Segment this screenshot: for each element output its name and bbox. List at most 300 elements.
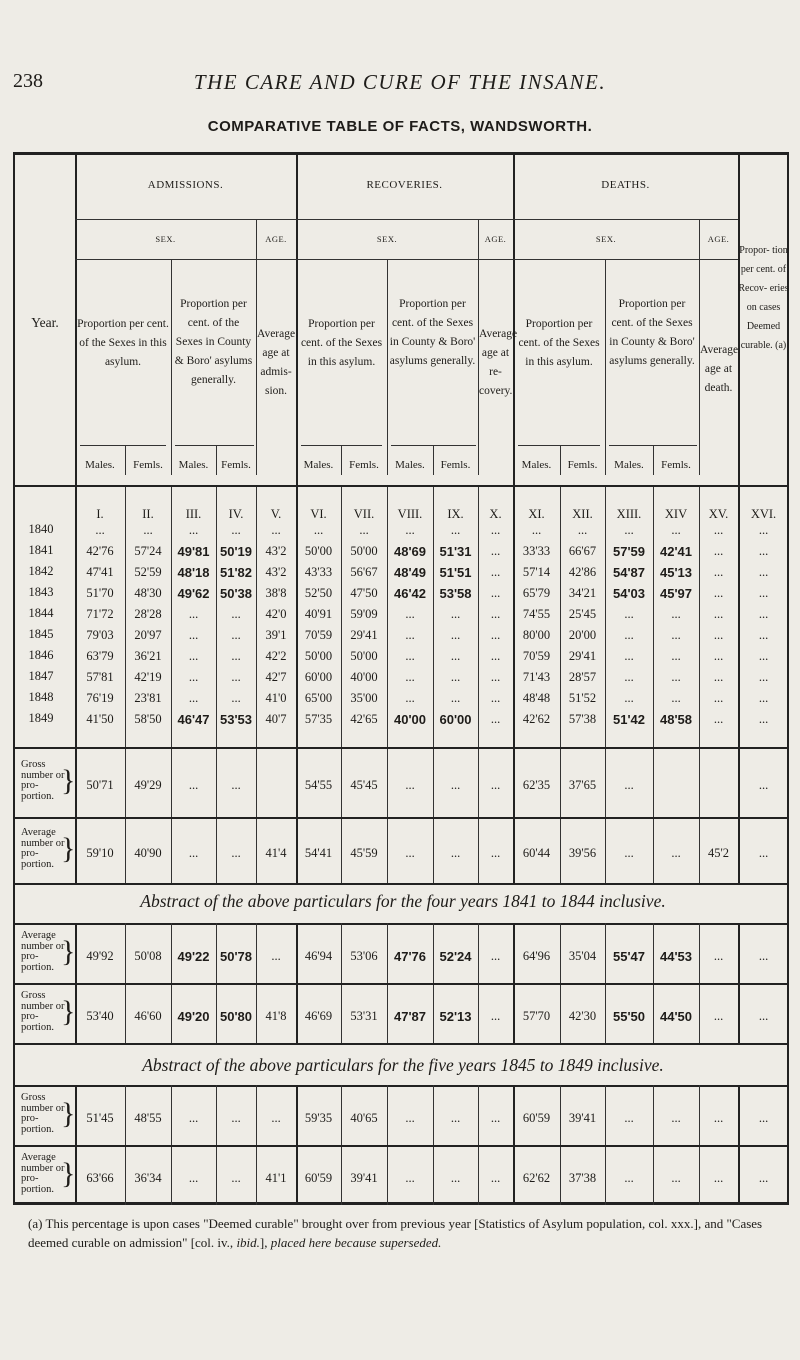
summary-average-cell: ... [624, 846, 634, 860]
year-row-cell: ... [405, 691, 415, 705]
year-row-cell: ... [671, 670, 681, 684]
year-row-cell: 65'00 [304, 691, 333, 705]
column-number-12: XII. [572, 507, 593, 521]
year-row-cell: ... [624, 649, 634, 663]
row-rule [15, 883, 789, 885]
year-row-cell: ... [713, 607, 724, 621]
year-row-cell: ... [713, 586, 724, 600]
prop-asylum-header-deaths: Proportion per cent. of the Sexes in this asylum. [518, 318, 600, 368]
year-row-cell: 51'70 [86, 586, 114, 600]
year-row-cell: ... [188, 670, 199, 684]
summary-gross-cell: ... [490, 778, 501, 792]
summary-gross-cell: ... [188, 778, 199, 792]
sex-header-deaths: SEX. [595, 234, 617, 244]
row-rule [301, 445, 382, 446]
avg-age-header-deaths: Average age at death. [700, 344, 739, 394]
year-row-cell: ... [231, 649, 241, 663]
abstract1-gross-cell: 57'70 [522, 1009, 551, 1023]
year-row-cell: ... [758, 670, 769, 684]
year-row-cell: 45'13 [659, 565, 692, 580]
abstract1-average-cell: 44'53 [659, 949, 692, 964]
year-row-cell: ... [490, 544, 501, 558]
summary-average-cell: 41'4 [265, 846, 287, 860]
year-row-cell: 34'21 [568, 586, 597, 600]
year-label: 1849 [28, 711, 54, 725]
year-row-cell: 42'19 [134, 670, 162, 684]
year-row-cell: ... [758, 628, 769, 642]
abstract1-gross-cell: 52'13 [439, 1009, 472, 1024]
footnote-text: (a) This percentage is upon cases "Deemed curable" brought over from previous year [Statistics of Asylum population, col. xxx.], and "Cases deemed curable on admission" [col. iv., [28, 1216, 763, 1250]
prop-asylum-header-admissions: Proportion per cent. of the Sexes in this asylum. [77, 318, 169, 368]
year-row-cell: ... [450, 523, 461, 537]
sex-header-recoveries: SEX. [376, 234, 398, 244]
summary-average-cell: 40'90 [134, 846, 162, 860]
sex-header-admissions: SEX. [155, 234, 176, 244]
column-number-9: IX. [447, 507, 464, 521]
year-row-cell: 42'65 [350, 712, 378, 726]
femls-header-recoveries: Femls. [349, 459, 379, 471]
year-row-cell: 43'2 [265, 565, 287, 579]
row-rule [15, 747, 789, 749]
year-row-cell: 41'50 [86, 712, 114, 726]
year-row-cell: 54'03 [612, 586, 645, 601]
year-row-cell: ... [624, 691, 634, 705]
abstract2-average-cell: 36'34 [134, 1171, 162, 1185]
year-row-cell: 50'38 [219, 586, 252, 601]
row-rule [75, 259, 738, 260]
year-row-cell: 50'00 [304, 649, 333, 663]
footnote-ibid: ibid. [236, 1235, 260, 1250]
year-row-cell: ... [188, 691, 199, 705]
abstract1-average-cell: 49'22 [177, 949, 210, 964]
year-row-cell: ... [713, 565, 724, 579]
summary-gross-cell: ... [405, 778, 415, 792]
year-row-cell: ... [490, 670, 501, 684]
year-row-cell: ... [713, 628, 724, 642]
year-row-cell: ... [405, 628, 415, 642]
year-row-cell: ... [758, 586, 769, 600]
year-row-cell: 42'2 [265, 649, 287, 663]
males-header-deaths: Males. [614, 459, 644, 471]
age-header-recoveries: AGE. [484, 234, 507, 244]
abstract2-average-cell: ... [405, 1171, 415, 1185]
year-row-cell: ... [624, 607, 634, 621]
abstract1-gross-cell: 42'30 [568, 1009, 597, 1023]
year-row-cell: 48'58 [659, 712, 692, 727]
abstract2-gross-cell: ... [713, 1111, 724, 1125]
year-row-cell: ... [758, 565, 769, 579]
abstract2-average-cell: 62'62 [522, 1171, 551, 1185]
abstract1-average-cell: ... [490, 949, 501, 963]
year-row-cell: 60'00 [304, 670, 333, 684]
summary-average-cell: 60'44 [522, 846, 551, 860]
year-row-cell: ... [758, 691, 769, 705]
year-row-cell: ... [271, 523, 281, 537]
row-rule [15, 485, 789, 487]
year-row-cell: ... [405, 670, 415, 684]
year-row-cell: ... [490, 649, 501, 663]
column-rule [387, 259, 388, 475]
year-row-cell: ... [450, 649, 461, 663]
year-row-cell: ... [490, 565, 501, 579]
abstract1-gross-cell: 53'40 [86, 1009, 114, 1023]
group-header-recoveries: RECOVERIES. [366, 179, 443, 191]
summary-average-cell: ... [188, 846, 199, 860]
column-number-11: XI. [528, 507, 545, 521]
year-row-cell: 71'43 [522, 670, 551, 684]
abstract2-average-cell: 60'59 [304, 1171, 333, 1185]
abstract2-average-cell: ... [758, 1171, 769, 1185]
summary-average-cell: ... [231, 846, 241, 860]
abstract1-average-cell: 35'04 [568, 949, 597, 963]
year-row-cell: ... [188, 628, 199, 642]
summary-average-cell: ... [758, 846, 769, 860]
summary-gross-brace: } [61, 764, 76, 797]
year-row-cell: ... [624, 523, 634, 537]
abstract2-gross-cell: ... [405, 1111, 415, 1125]
footnote-mid: ], [259, 1235, 271, 1250]
summary-gross-cell: 50'71 [86, 778, 114, 792]
abstract1-average-cell: 55'47 [612, 949, 645, 964]
year-row-cell: 66'67 [568, 544, 597, 558]
prop-general-header-admissions: Proportion per cent. of the Sexes in County & Boro' asylums generally. [174, 298, 253, 386]
summary-gross-label: Gross number or pro- portion. [21, 759, 65, 802]
abstract1-gross-cell: 49'20 [177, 1009, 210, 1024]
year-row-cell: ... [231, 607, 241, 621]
year-row-cell: 48'69 [393, 544, 426, 559]
abstract1-gross-cell: 47'87 [393, 1009, 426, 1024]
abstract2-gross-cell: 40'65 [350, 1111, 378, 1125]
year-row-cell: 42'0 [265, 607, 287, 621]
year-row-cell: 28'57 [568, 670, 597, 684]
summary-average-cell: 54'41 [304, 846, 333, 860]
year-row-cell: ... [450, 670, 461, 684]
year-row-cell: 20'97 [134, 628, 162, 642]
summary-gross-cell: 54'55 [304, 778, 333, 792]
column-number-2: II. [142, 507, 154, 521]
comparative-table [13, 152, 789, 1205]
year-row-cell: 51'51 [439, 565, 472, 580]
year-row-cell: ... [405, 649, 415, 663]
year-row-cell: ... [95, 523, 105, 537]
males-header-admissions: Males. [178, 459, 209, 471]
year-row-cell: ... [490, 691, 501, 705]
summary-average-cell: 45'2 [707, 846, 729, 860]
year-row-cell: 48'48 [522, 691, 551, 705]
column-number-1: I. [96, 507, 104, 521]
year-label: 1847 [28, 669, 54, 683]
row-rule [391, 445, 476, 446]
abstract2-gross-label: Gross number or pro- portion. [21, 1092, 65, 1135]
year-label: 1844 [28, 606, 54, 620]
abstract1-gross-brace: } [61, 995, 76, 1028]
year-row-cell: ... [490, 628, 501, 642]
summary-average-cell: ... [671, 846, 681, 860]
abstract2-average-cell: 41'1 [265, 1171, 287, 1185]
year-row-cell: ... [671, 649, 681, 663]
year-row-cell: 57'38 [568, 712, 597, 726]
year-row-cell: 48'18 [177, 565, 210, 580]
row-rule [15, 817, 789, 819]
year-row-cell: 51'42 [612, 712, 645, 727]
year-row-cell: 40'91 [304, 607, 333, 621]
year-row-cell: ... [188, 523, 199, 537]
column-rule [605, 259, 606, 475]
year-row-cell: 60'00 [439, 712, 472, 727]
abstract2-average-brace: } [61, 1157, 76, 1190]
year-row-cell: ... [713, 670, 724, 684]
year-row-cell: 57'59 [612, 544, 645, 559]
abstract2-gross-cell: ... [188, 1111, 199, 1125]
year-row-cell: 42'86 [568, 565, 597, 579]
year-row-cell: ... [713, 691, 724, 705]
avg-age-header-admissions: Average age at admis- sion. [257, 328, 296, 397]
column-number-15: XV. [708, 507, 729, 521]
year-row-cell: ... [231, 628, 241, 642]
summary-gross-cell: 37'65 [568, 778, 597, 792]
row-rule [175, 445, 254, 446]
year-row-cell: ... [143, 523, 153, 537]
abstract2-average-cell: 63'66 [86, 1171, 114, 1185]
femls-header-deaths: Femls. [661, 459, 691, 471]
year-label: 1846 [28, 648, 54, 662]
abstract2-gross-brace: } [61, 1097, 76, 1130]
year-row-cell: 51'82 [219, 565, 252, 580]
abstract1-average-cell: 52'24 [439, 949, 472, 964]
abstract1-average-cell: 50'78 [219, 949, 252, 964]
row-rule [80, 445, 166, 446]
abstract-title-2: Abstract of the above particulars for the five years 1845 to 1849 inclusive. [142, 1055, 664, 1075]
abstract1-gross-label: Gross number or pro- portion. [21, 990, 65, 1033]
year-row-cell: 35'00 [350, 691, 378, 705]
year-row-cell: 56'67 [350, 565, 378, 579]
row-rule [15, 983, 789, 985]
year-row-cell: ... [713, 544, 724, 558]
year-row-cell: ... [490, 523, 501, 537]
year-row-cell: 39'1 [265, 628, 287, 642]
year-row-cell: 47'50 [350, 586, 378, 600]
year-row-cell: 46'42 [393, 586, 426, 601]
year-row-cell: 20'00 [568, 628, 597, 642]
year-label: 1840 [28, 522, 54, 536]
year-row-cell: ... [758, 523, 769, 537]
abstract1-average-label: Average number or pro- portion. [21, 930, 65, 973]
year-row-cell: ... [624, 670, 634, 684]
year-row-cell: 49'81 [177, 544, 210, 559]
year-row-cell: 57'24 [134, 544, 162, 558]
year-row-cell: 51'52 [568, 691, 597, 705]
abstract2-average-cell: 37'38 [568, 1171, 597, 1185]
summary-gross-cell: 49'29 [134, 778, 162, 792]
abstract2-gross-cell: ... [624, 1111, 634, 1125]
year-row-cell: 42'76 [86, 544, 114, 558]
year-row-cell: 38'8 [265, 586, 287, 600]
summary-average-brace: } [61, 832, 76, 865]
summary-average-cell: 59'10 [86, 846, 114, 860]
year-label: 1848 [28, 690, 54, 704]
year-row-cell: ... [713, 712, 724, 726]
abstract1-average-cell: 47'76 [393, 949, 426, 964]
year-row-cell: 70'59 [304, 628, 333, 642]
abstract1-average-cell: ... [713, 949, 724, 963]
row-rule [15, 1085, 789, 1087]
column-rule [171, 259, 172, 475]
recov-curable-header: Propor- tion per cent. of Recov- eries on cases Deemed curable. (a) [738, 245, 789, 351]
abstract2-gross-cell: ... [671, 1111, 681, 1125]
abstract2-average-cell: ... [188, 1171, 199, 1185]
abstract-title-1: Abstract of the above particulars for the four years 1841 to 1844 inclusive. [140, 891, 666, 911]
abstract2-gross-cell: ... [490, 1111, 501, 1125]
group-header-deaths: DEATHS. [601, 179, 650, 191]
abstract2-average-cell: ... [450, 1171, 461, 1185]
year-row-cell: 71'72 [86, 607, 114, 621]
year-row-cell: ... [577, 523, 588, 537]
abstract1-gross-cell: 44'50 [659, 1009, 692, 1024]
row-rule [15, 923, 789, 925]
abstract2-average-cell: ... [231, 1171, 241, 1185]
summary-gross-cell: ... [231, 778, 241, 792]
year-row-cell: 79'03 [86, 628, 114, 642]
year-row-cell: ... [758, 544, 769, 558]
abstract1-average-cell: 46'94 [304, 949, 333, 963]
abstract1-gross-cell: ... [758, 1009, 769, 1023]
year-row-cell: 70'59 [522, 649, 551, 663]
summary-average-cell: ... [490, 846, 501, 860]
abstract2-gross-cell: ... [450, 1111, 461, 1125]
abstract2-average-cell: 39'41 [350, 1171, 378, 1185]
column-number-10: X. [489, 507, 502, 521]
abstract1-average-cell: 49'92 [86, 949, 114, 963]
abstract2-gross-cell: 51'45 [86, 1111, 114, 1125]
year-row-cell: ... [359, 523, 369, 537]
year-row-cell: 28'28 [134, 607, 162, 621]
year-row-cell: ... [758, 649, 769, 663]
year-row-cell: ... [450, 607, 461, 621]
year-row-cell: 48'30 [134, 586, 162, 600]
year-row-cell: 65'79 [522, 586, 551, 600]
abstract1-average-brace: } [61, 935, 76, 968]
abstract2-average-cell: ... [624, 1171, 634, 1185]
column-number-13: XIII. [616, 507, 642, 521]
abstract2-average-cell: ... [713, 1171, 724, 1185]
footnote-tail: placed here because superseded. [270, 1235, 442, 1250]
year-label: 1842 [28, 564, 54, 578]
year-row-cell: 57'35 [304, 712, 333, 726]
row-rule [609, 445, 697, 446]
year-row-cell: 41'0 [265, 691, 287, 705]
year-row-cell: 23'81 [134, 691, 162, 705]
year-row-cell: ... [405, 523, 415, 537]
row-rule [518, 445, 600, 446]
year-row-cell: ... [490, 607, 501, 621]
year-row-cell: ... [671, 523, 681, 537]
row-rule [75, 219, 738, 220]
summary-average-cell: ... [450, 846, 461, 860]
abstract1-gross-cell: 46'60 [134, 1009, 162, 1023]
abstract1-gross-cell: 53'31 [350, 1009, 378, 1023]
abstract1-gross-cell: 41'8 [265, 1009, 287, 1023]
year-row-cell: 33'33 [522, 544, 551, 558]
column-number-14: XIV [664, 507, 688, 521]
year-row-cell: ... [758, 712, 769, 726]
year-row-cell: 52'50 [304, 586, 333, 600]
year-row-cell: 57'14 [522, 565, 551, 579]
abstract2-average-cell: ... [490, 1171, 501, 1185]
year-row-cell: 48'49 [393, 565, 426, 580]
year-row-cell: ... [490, 712, 501, 726]
abstract1-gross-cell: 55'50 [612, 1009, 645, 1024]
abstract1-average-cell: ... [271, 949, 281, 963]
males-header-recoveries: Males. [303, 459, 334, 471]
column-number-3: III. [185, 507, 202, 521]
year-row-cell: 63'79 [86, 649, 114, 663]
age-header-deaths: AGE. [707, 234, 730, 244]
year-row-cell: ... [490, 586, 501, 600]
abstract1-average-cell: ... [758, 949, 769, 963]
year-row-cell: 58'50 [134, 712, 162, 726]
year-row-cell: 76'19 [86, 691, 114, 705]
table-title: COMPARATIVE TABLE OF FACTS, WANDSWORTH. [207, 118, 593, 135]
year-row-cell: 46'47 [177, 712, 210, 727]
femls-header-deaths: Femls. [567, 459, 598, 471]
summary-average-cell: 39'56 [568, 846, 597, 860]
year-row-cell: 50'19 [219, 544, 252, 559]
year-row-cell: 40'00 [350, 670, 378, 684]
year-row-cell: ... [188, 649, 199, 663]
year-row-cell: ... [313, 523, 324, 537]
abstract1-gross-cell: 46'69 [304, 1009, 333, 1023]
column-number-7: VII. [353, 507, 375, 521]
column-number-8: VIII. [397, 507, 423, 521]
prop-asylum-header-recoveries: Proportion per cent. of the Sexes in this asylum. [300, 318, 383, 368]
year-row-cell: 50'00 [350, 649, 378, 663]
year-row-cell: 42'41 [659, 544, 692, 559]
males-header-admissions: Males. [85, 459, 115, 471]
year-row-cell: 42'7 [265, 670, 287, 684]
group-header-admissions: ADMISSIONS. [147, 179, 224, 191]
year-row-cell: 54'87 [612, 565, 645, 580]
year-row-cell: 74'55 [522, 607, 551, 621]
year-row-cell: 43'2 [265, 544, 287, 558]
year-row-cell: ... [671, 628, 681, 642]
year-row-cell: 25'45 [568, 607, 597, 621]
year-label: 1841 [28, 543, 54, 557]
abstract2-gross-cell: 48'55 [134, 1111, 162, 1125]
year-row-cell: 49'62 [177, 586, 210, 601]
prop-general-header-deaths: Proportion per cent. of the Sexes in County & Boro' asylums generally. [609, 298, 695, 367]
year-row-cell: 45'97 [659, 586, 692, 601]
column-number-4: IV. [228, 507, 244, 521]
page-header [0, 70, 800, 104]
year-row-cell: 29'41 [350, 628, 378, 642]
age-header-admissions: AGE. [265, 234, 287, 244]
year-label: 1843 [28, 585, 54, 599]
summary-gross-cell: 62'35 [522, 778, 551, 792]
summary-average-cell: ... [405, 846, 415, 860]
year-row-cell: 52'59 [134, 565, 162, 579]
year-row-cell: 59'09 [350, 607, 378, 621]
abstract2-gross-cell: ... [231, 1111, 241, 1125]
abstract2-gross-cell: 60'59 [522, 1111, 551, 1125]
femls-header-admissions: Femls. [221, 459, 251, 471]
abstract1-average-cell: 50'08 [134, 949, 162, 963]
year-row-cell: 40'00 [393, 712, 426, 727]
year-row-cell: 42'62 [522, 712, 551, 726]
year-row-cell: ... [231, 691, 241, 705]
year-row-cell: 57'81 [86, 670, 114, 684]
abstract2-gross-cell: 59'35 [304, 1111, 333, 1125]
prop-general-header-recoveries: Proportion per cent. of the Sexes in County & Boro' asylums generally. [389, 298, 476, 367]
